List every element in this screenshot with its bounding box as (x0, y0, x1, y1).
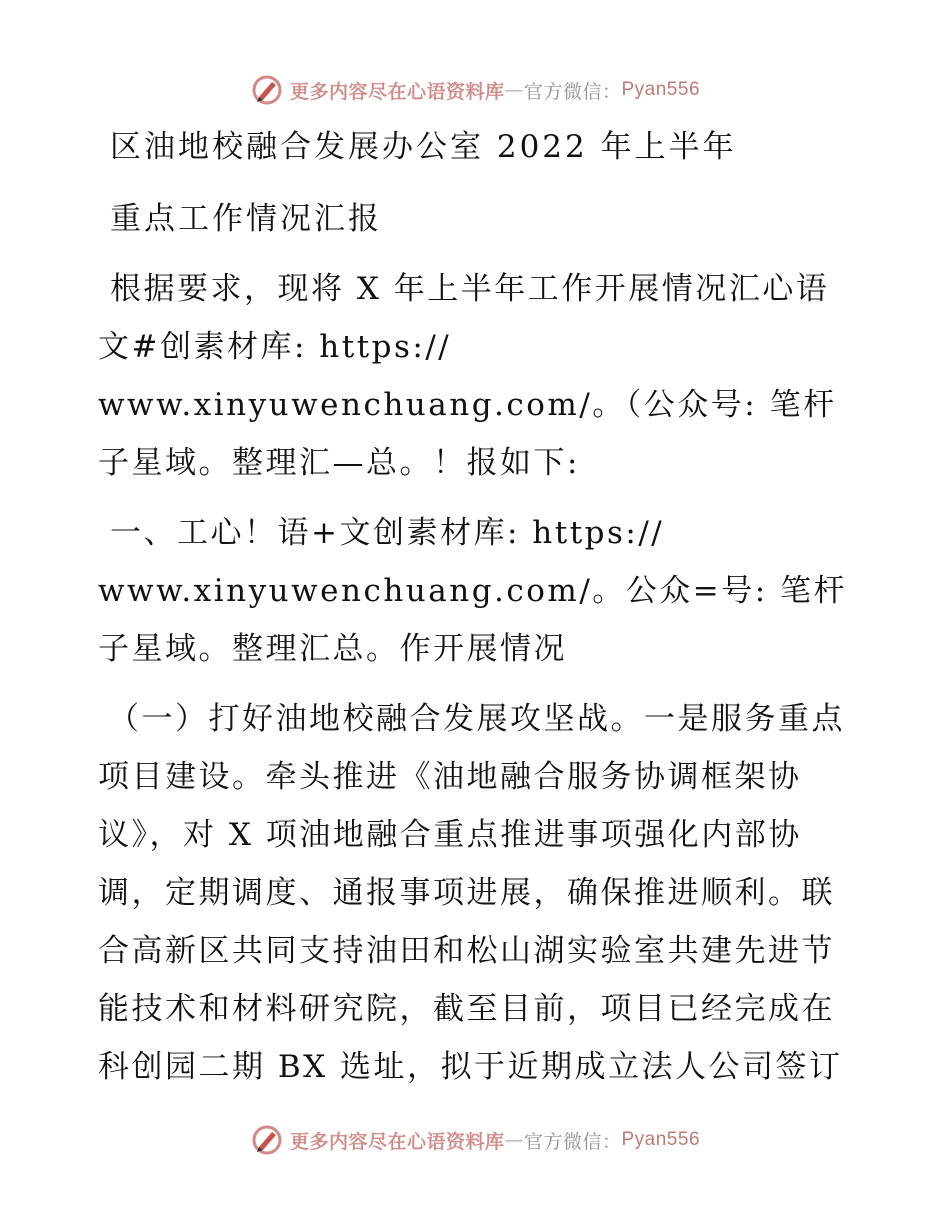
watermark-wechat-id: Pyan556 (621, 79, 701, 100)
watermark-main-text: 更多内容尽在心语资料库 (289, 80, 505, 103)
watermark-separator: — (504, 1129, 524, 1151)
watermark-main-text: 更多内容尽在心语资料库 (289, 1130, 505, 1153)
watermark-separator: — (504, 79, 524, 101)
watermark-wechat-label: 官方微信： (523, 80, 622, 103)
subsection1-paragraph: （一）打好油地校融合发展攻坚战。一是服务重点项目建设。牵头推进《油地融合服务协调框架协议》，对 X 项油地融合重点推进事项强化内部协调，定期调度、通报事项进展，确保推进顺利。联合高新区共同支持油田和松山湖实验室共建先进节能技术和材料研究院，截至目前，项目已经完成在科创园二期 BX 选址，拟于近期成立法人公司签订 (98, 701, 845, 1085)
document-title-line2: 重点工作情况汇报 (110, 201, 382, 237)
pen-logo-icon (250, 73, 284, 107)
watermark-header (0, 72, 950, 108)
document-title-line1: 区油地校融合发展办公室 2022 年上半年 (110, 129, 737, 165)
document-body (98, 118, 850, 1096)
watermark-footer (0, 1122, 950, 1158)
watermark-wechat-id: Pyan556 (621, 1129, 701, 1150)
watermark-wechat-label: 官方微信： (523, 1130, 622, 1153)
section1-heading: 一、工心！语+文创素材库: https:// www.xinyuwenchuang.com/。公众=号: 笔杆子星域。整理汇总。作开展情况 (98, 515, 848, 667)
pen-logo-icon (250, 1123, 284, 1157)
intro-paragraph: 根据要求，现将 X 年上半年工作开展情况汇心语文#创素材库: https:// www.xinyuwenchuang.com/。（公众号: 笔杆子星域。整理汇—总。！报如下: (98, 271, 837, 481)
